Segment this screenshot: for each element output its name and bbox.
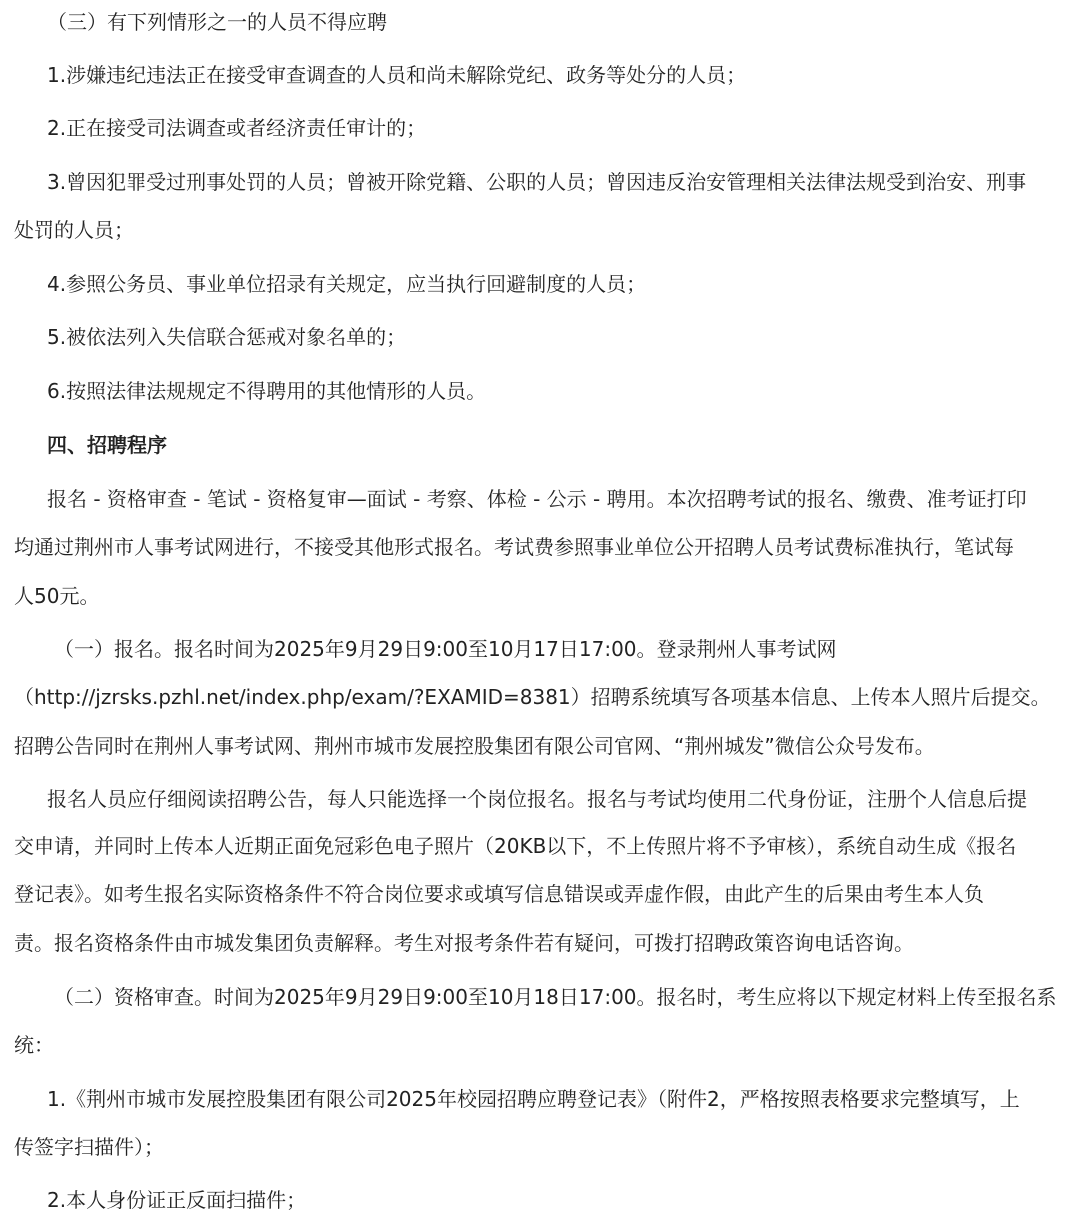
section-4-heading: 四、招聘程序 (47, 433, 167, 457)
registration-line-1: （一）报名。报名时间为2025年9月29日9:00至10月17日17:00。登录荆州人事考试网 (54, 637, 837, 661)
section-3-heading: （三）有下列情形之一的人员不得应聘 (47, 10, 387, 34)
section-3-item-2: 2.正在接受司法调查或者经济责任审计的； (47, 116, 427, 140)
section-4-para-1-line-3: 人50元。 (14, 584, 100, 608)
section-3-item-4: 4.参照公务员、事业单位招录有关规定，应当执行回避制度的人员； (47, 272, 647, 296)
section-4-para-2-line-4: 责。报名资格条件由市城发集团负责解释。考生对报考条件若有疑问，可拨打招聘政策咨询电话咨询。 (14, 931, 914, 955)
section-4-para-2-line-1: 报名人员应仔细阅读招聘公告，每人只能选择一个岗位报名。报名与考试均使用二代身份证，注册个人信息后提 (47, 787, 1027, 811)
qualification-item-1-line-2: 传签字扫描件）； (14, 1135, 164, 1159)
section-4-para-2-line-3: 登记表》。如考生报名实际资格条件不符合岗位要求或填写信息错误或弄虚作假，由此产生的后果由考生本人负 (14, 882, 984, 906)
registration-line-3: 招聘公告同时在荆州人事考试网、荆州市城市发展控股集团有限公司官网、“荆州城发”微信公众号发布。 (14, 734, 935, 758)
section-3-item-3-line-1: 3.曾因犯罪受过刑事处罚的人员；曾被开除党籍、公职的人员；曾因违反治安管理相关法律法规受到治安、刑事 (47, 170, 1027, 194)
qualification-review-line-2: 统： (14, 1033, 54, 1057)
section-3-item-6: 6.按照法律法规规定不得聘用的其他情形的人员。 (47, 379, 487, 403)
qualification-review-line-1: （二）资格审查。时间为2025年9月29日9:00至10月18日17:00。报名时，考生应将以下规定材料上传至报名系 (54, 985, 1057, 1009)
registration-line-2: （http://jzrsks.pzhl.net/index.php/exam/?EXAMID=8381）招聘系统填写各项基本信息、上传本人照片后提交。 (14, 685, 1051, 709)
section-4-para-1-line-2: 均通过荆州市人事考试网进行，不接受其他形式报名。考试费参照事业单位公开招聘人员考试费标准执行，笔试每 (14, 535, 1014, 559)
section-3-item-1: 1.涉嫌违纪违法正在接受审查调查的人员和尚未解除党纪、政务等处分的人员； (47, 63, 747, 87)
qualification-item-2: 2.本人身份证正反面扫描件； (47, 1188, 307, 1212)
qualification-item-1-line-1: 1.《荆州市城市发展控股集团有限公司2025年校园招聘应聘登记表》（附件2，严格按照表格要求完整填写，上 (47, 1087, 1020, 1111)
section-4-para-2-line-2: 交申请，并同时上传本人近期正面免冠彩色电子照片（20KB以下，不上传照片将不予审核），系统自动生成《报名 (14, 834, 1017, 858)
section-3-item-5: 5.被依法列入失信联合惩戒对象名单的； (47, 325, 407, 349)
section-3-item-3-line-2: 处罚的人员； (14, 218, 134, 242)
section-4-para-1-line-1: 报名 - 资格审查 - 笔试 - 资格复审—面试 - 考察、体检 - 公示 - 聘用。本次招聘考试的报名、缴费、准考证打印 (47, 487, 1027, 511)
